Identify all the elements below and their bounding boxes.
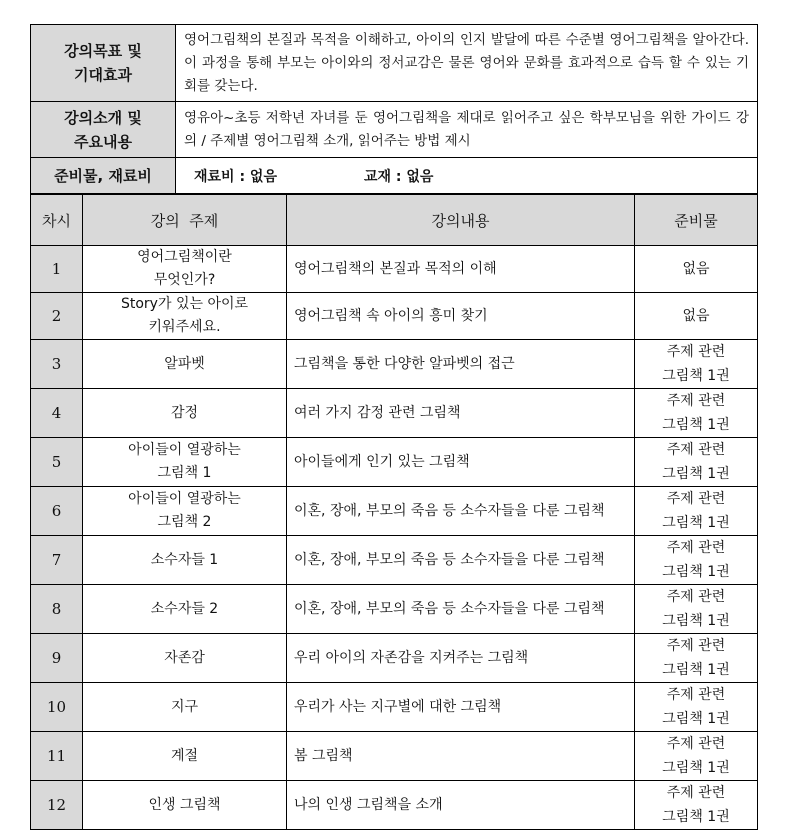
material-cost: 재료비 : 없음 [194,168,277,185]
table-row [31,293,758,340]
goal-row [31,25,758,102]
materials-values [176,158,758,194]
session-number: 11 [31,732,83,781]
table-row [31,438,758,487]
session-content: 아이들에게 인기 있는 그림책 [287,438,635,487]
session-content: 봄 그림책 [287,732,635,781]
session-topic: 소수자들 2 [83,585,287,634]
textbook: 교재 : 없음 [364,168,434,185]
table-row [31,536,758,585]
session-number: 7 [31,536,83,585]
session-content: 우리가 사는 지구별에 대한 그림책 [287,683,635,732]
session-content: 나의 인생 그림책을 소개 [287,781,635,830]
session-content: 영어그림책 속 아이의 흥미 찾기 [287,293,635,340]
table-row [31,634,758,683]
session-topic: 계절 [83,732,287,781]
session-topic: Story가 있는 아이로 키워주세요. [83,293,287,340]
session-materials: 주제 관련 그림책 1권 [635,683,758,732]
table-row [31,683,758,732]
intro-text: 영유아~초등 저학년 자녀를 둔 영어그림책을 제대로 읽어주고 싶은 학부모님을 위한 가이드 강의 / 주제별 영어그림책 소개, 읽어주는 방법 제시 [176,102,758,158]
table-row [31,732,758,781]
session-content: 우리 아이의 자존감을 지켜주는 그림책 [287,634,635,683]
session-materials: 주제 관련 그림책 1권 [635,781,758,830]
session-number: 9 [31,634,83,683]
session-materials: 주제 관련 그림책 1권 [635,585,758,634]
session-content: 그림책을 통한 다양한 알파벳의 접근 [287,340,635,389]
table-row [31,585,758,634]
schedule-header-row [31,195,758,246]
course-info-table [30,24,758,194]
session-materials: 주제 관련 그림책 1권 [635,487,758,536]
session-number: 12 [31,781,83,830]
session-number: 8 [31,585,83,634]
session-content: 이혼, 장애, 부모의 죽음 등 소수자들을 다룬 그림책 [287,585,635,634]
table-row [31,389,758,438]
session-topic: 알파벳 [83,340,287,389]
session-number: 5 [31,438,83,487]
session-content: 영어그림책의 본질과 목적의 이해 [287,246,635,293]
table-row [31,781,758,830]
goal-label: 강의목표 및 기대효과 [31,25,176,102]
materials-label: 준비물, 재료비 [31,158,176,194]
header-session: 차시 [31,195,83,246]
session-materials: 없음 [635,246,758,293]
session-materials: 주제 관련 그림책 1권 [635,634,758,683]
intro-label: 강의소개 및 주요내용 [31,102,176,158]
session-topic: 영어그림책이란 무엇인가? [83,246,287,293]
schedule-body [31,246,758,830]
session-number: 3 [31,340,83,389]
session-topic: 인생 그림책 [83,781,287,830]
table-row [31,487,758,536]
goal-text: 영어그림책의 본질과 목적을 이해하고, 아이의 인지 발달에 따른 수준별 영어그림책을 알아간다. 이 과정을 통해 부모는 아이와의 정서교감은 물론 영어와 문화를 효과적으로 습득 할 수 있는 기회를 갖는다. [176,25,758,102]
session-topic: 감정 [83,389,287,438]
session-content: 이혼, 장애, 부모의 죽음 등 소수자들을 다룬 그림책 [287,487,635,536]
schedule-table [30,194,758,830]
session-content: 여러 가지 감정 관련 그림책 [287,389,635,438]
session-topic: 아이들이 열광하는 그림책 2 [83,487,287,536]
session-materials: 주제 관련 그림책 1권 [635,536,758,585]
header-topic: 강의 주제 [83,195,287,246]
table-row [31,340,758,389]
intro-row [31,102,758,158]
session-topic: 자존감 [83,634,287,683]
session-number: 1 [31,246,83,293]
materials-row [31,158,758,194]
session-number: 10 [31,683,83,732]
session-materials: 주제 관련 그림책 1권 [635,438,758,487]
session-number: 2 [31,293,83,340]
session-content: 이혼, 장애, 부모의 죽음 등 소수자들을 다룬 그림책 [287,536,635,585]
session-materials: 주제 관련 그림책 1권 [635,732,758,781]
session-topic: 지구 [83,683,287,732]
header-materials: 준비물 [635,195,758,246]
table-row [31,246,758,293]
session-topic: 아이들이 열광하는 그림책 1 [83,438,287,487]
session-materials: 주제 관련 그림책 1권 [635,389,758,438]
session-number: 4 [31,389,83,438]
session-materials: 주제 관련 그림책 1권 [635,340,758,389]
session-materials: 없음 [635,293,758,340]
header-content: 강의내용 [287,195,635,246]
session-number: 6 [31,487,83,536]
session-topic: 소수자들 1 [83,536,287,585]
